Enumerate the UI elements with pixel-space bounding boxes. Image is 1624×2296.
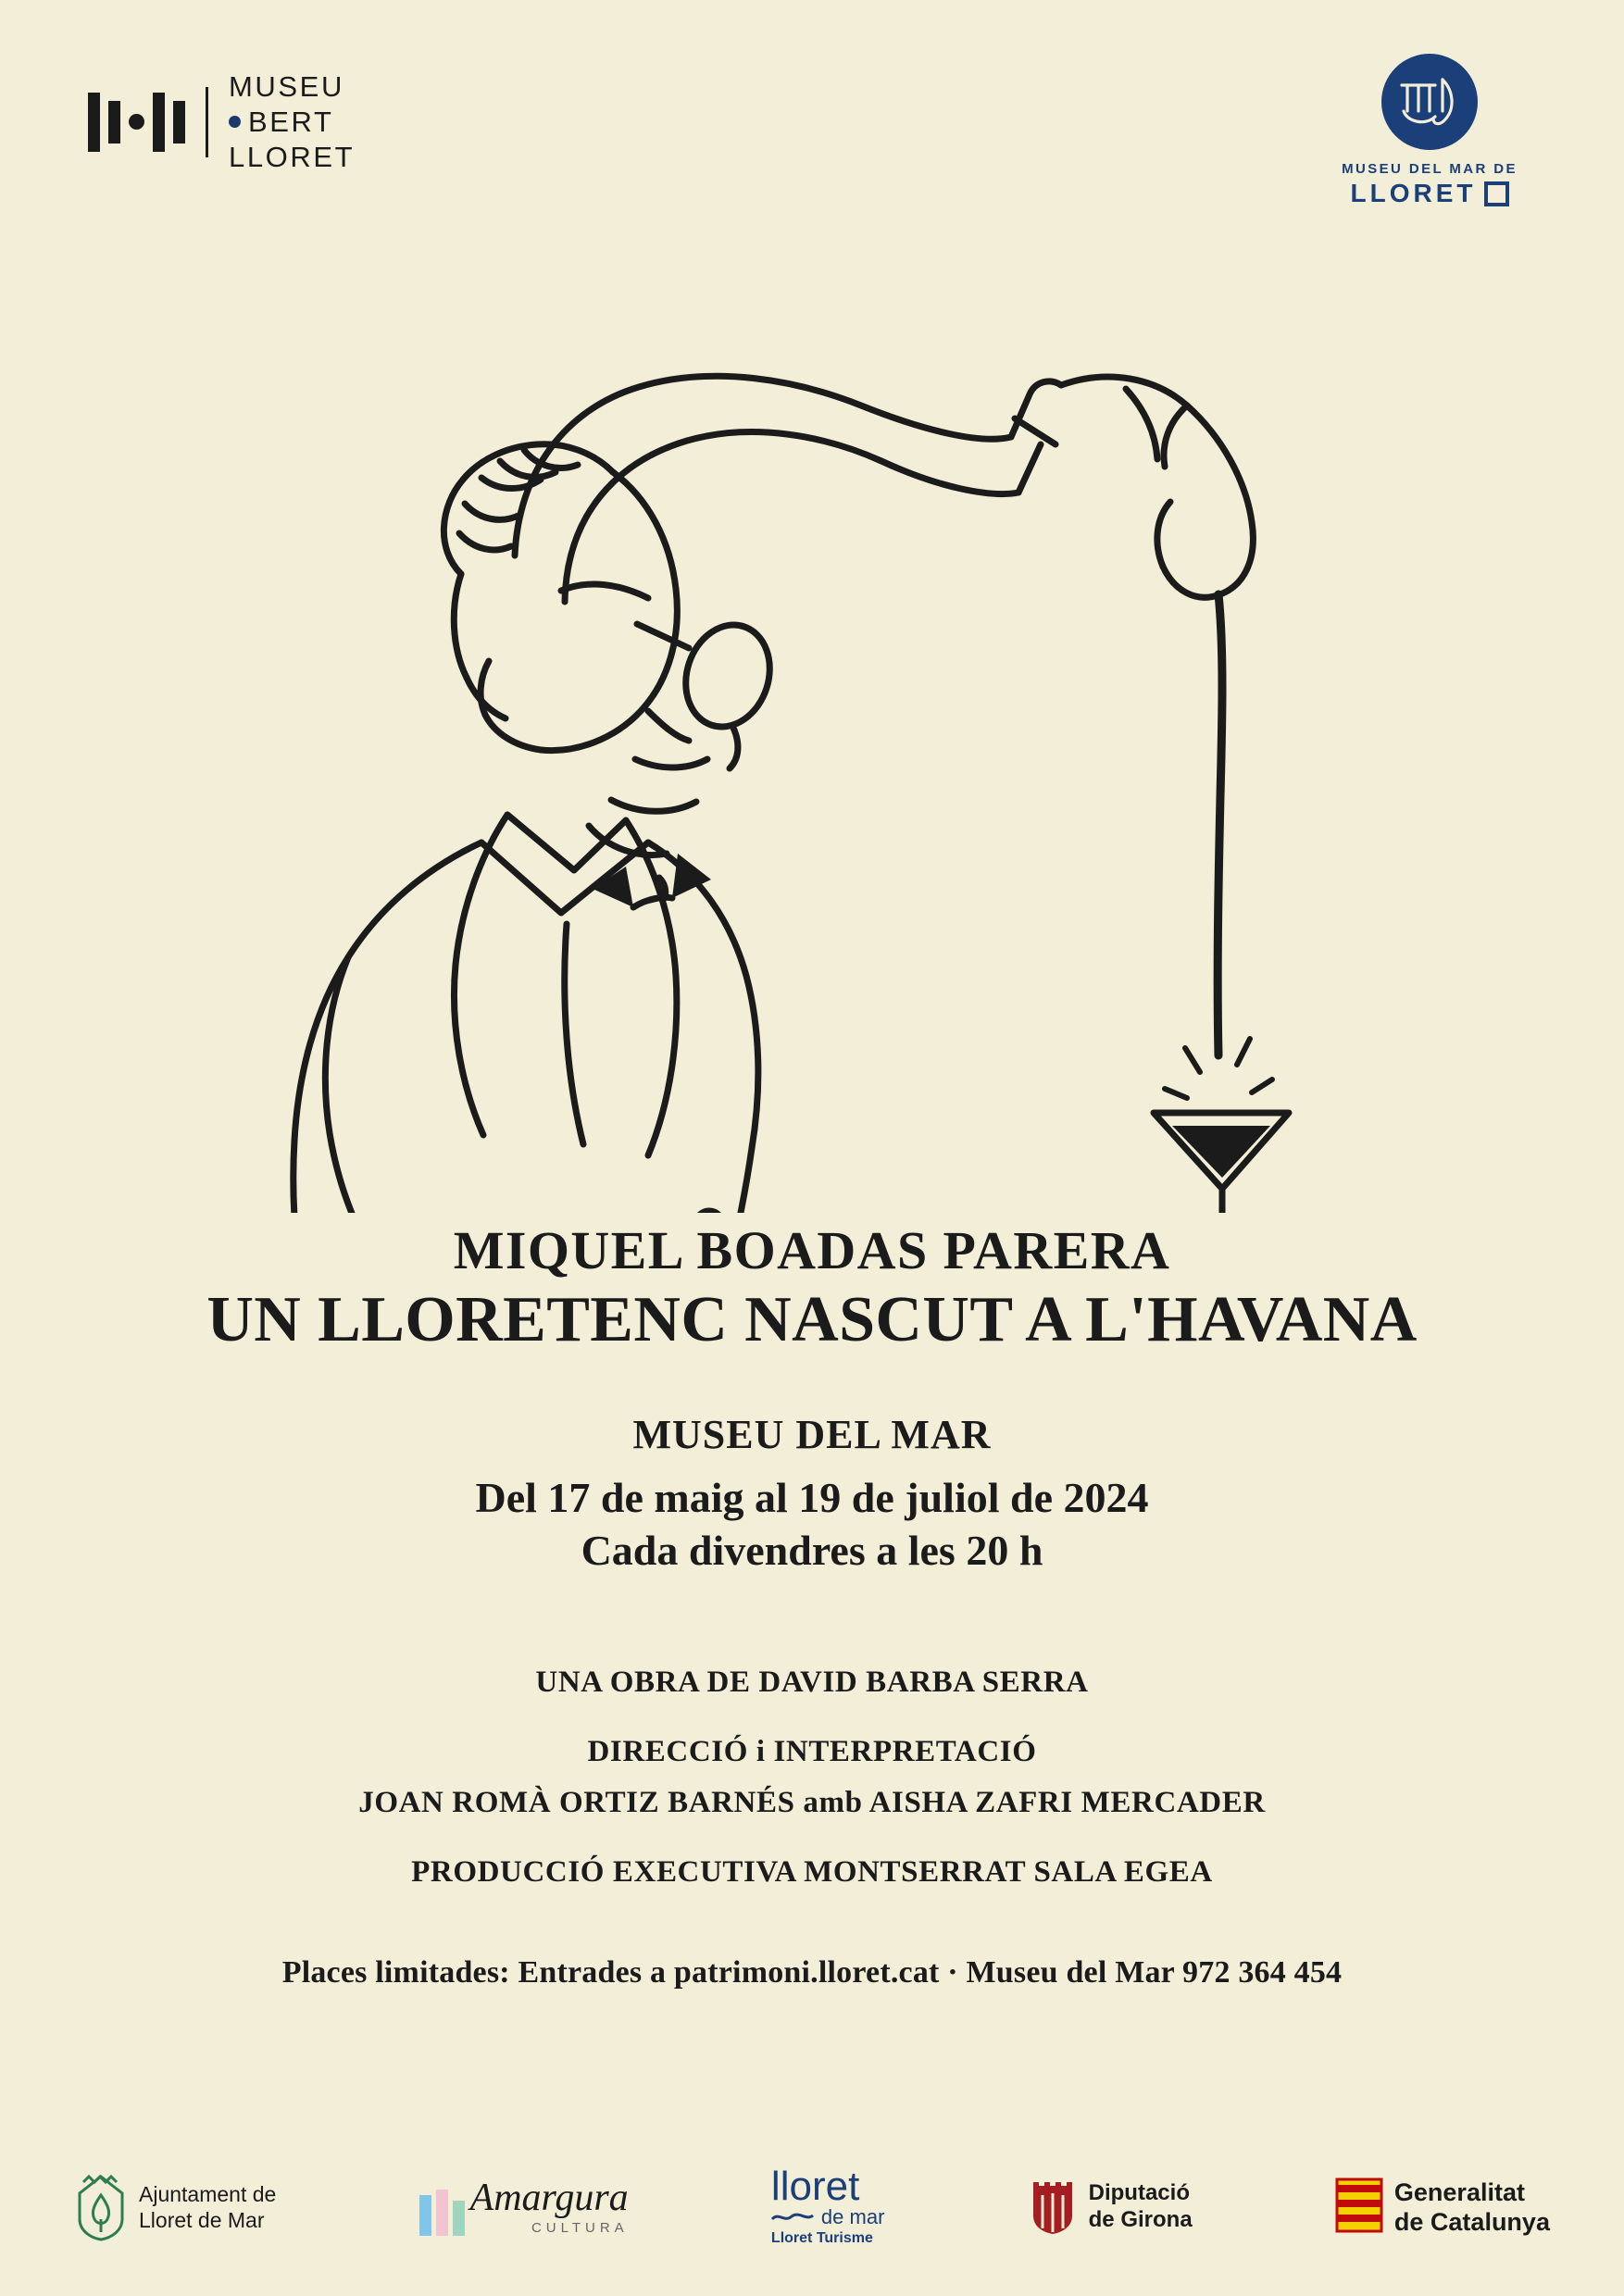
senyera-icon	[1335, 2177, 1383, 2238]
ajuntament-line1: Ajuntament de	[139, 2181, 277, 2206]
amargura-cultura-logo	[419, 2178, 629, 2236]
ajuntament-shield-icon	[74, 2173, 128, 2241]
page-title-line2: UN LLORETENC NASCUT A L'HAVANA	[206, 1283, 1418, 1355]
lloret-de-mar-turisme-logo	[770, 2164, 885, 2247]
generalitat-line2: de Catalunya	[1393, 2208, 1550, 2236]
generalitat-line1: Generalitat	[1393, 2177, 1525, 2206]
diputacio-de-girona-logo	[1028, 2175, 1193, 2240]
lloret-turisme-label: Lloret Turisme	[770, 2229, 873, 2246]
museu-obert-line1: MUSEU	[229, 70, 344, 103]
time-label: Cada divendres a les 20 h	[581, 1527, 1043, 1575]
logo-bar	[153, 93, 165, 152]
museu-obert-line2: BERT	[248, 105, 334, 138]
museu-del-mar-line1: MUSEU DEL MAR DE	[1342, 161, 1518, 177]
credit-author: UNA OBRA DE DAVID BARBA SERRA	[535, 1665, 1089, 1699]
amargura-bars-icon	[419, 2190, 465, 2236]
ajuntament-wordmark	[139, 2181, 276, 2233]
diputacio-line2: de Girona	[1088, 2207, 1193, 2232]
amargura-subtitle: CULTURA	[531, 2220, 629, 2236]
generalitat-wordmark	[1394, 2177, 1550, 2238]
lloret-wave-icon	[771, 2211, 814, 2224]
ajuntament-line2: Lloret de Mar	[139, 2208, 265, 2232]
diputacio-line1: Diputació	[1088, 2180, 1190, 2206]
lloret-subtitle: de mar	[820, 2204, 885, 2228]
poster-text-block	[0, 1222, 1624, 1990]
lloret-wordmark: lloret	[770, 2164, 860, 2209]
girona-crest-icon	[1028, 2175, 1078, 2240]
logo-divider	[206, 87, 208, 157]
venue-label: MUSEU DEL MAR	[632, 1411, 992, 1457]
museu-obert-wordmark	[229, 69, 355, 174]
diputacio-wordmark	[1089, 2180, 1193, 2234]
credits-block	[0, 1659, 1624, 1897]
amargura-wordmark: Amargura	[469, 2177, 629, 2219]
credit-direction-label: DIRECCIÓ i INTERPRETACIÓ	[587, 1734, 1037, 1768]
credit-performers: JOAN ROMÀ ORTIZ BARNÉS amb AISHA ZAFRI MERCADER	[358, 1785, 1266, 1819]
logo-bar	[173, 101, 185, 144]
generalitat-de-catalunya-logo	[1335, 2177, 1550, 2238]
logo-bar	[108, 101, 120, 144]
museu-obert-line3: LLORET	[229, 140, 356, 173]
credit-executive-production: PRODUCCIÓ EXECUTIVA MONTSERRAT SALA EGEA	[411, 1855, 1213, 1890]
museu-obert-bullet-icon	[229, 116, 241, 128]
museu-del-mar-line2: LLORET	[1350, 179, 1477, 207]
museu-del-mar-emblem-icon	[1381, 54, 1478, 150]
ajuntament-de-lloret-de-mar-logo	[74, 2173, 276, 2241]
museu-obert-mark-icon	[88, 86, 185, 158]
tickets-info[interactable]: Places limitades: Entrades a patrimoni.lloret.cat · Museu del Mar 972 364 454	[281, 1955, 1343, 1990]
dates-label: Del 17 de maig al 19 de juliol de 2024	[475, 1473, 1149, 1521]
logo-dot	[129, 114, 144, 130]
page-title-line1: MIQUEL BOADAS PARERA	[453, 1220, 1171, 1280]
museu-obert-lloret-logo	[88, 69, 355, 174]
logo-bar	[88, 93, 100, 152]
bartender-illustration	[0, 167, 1624, 1213]
footer-logos	[0, 2152, 1624, 2263]
